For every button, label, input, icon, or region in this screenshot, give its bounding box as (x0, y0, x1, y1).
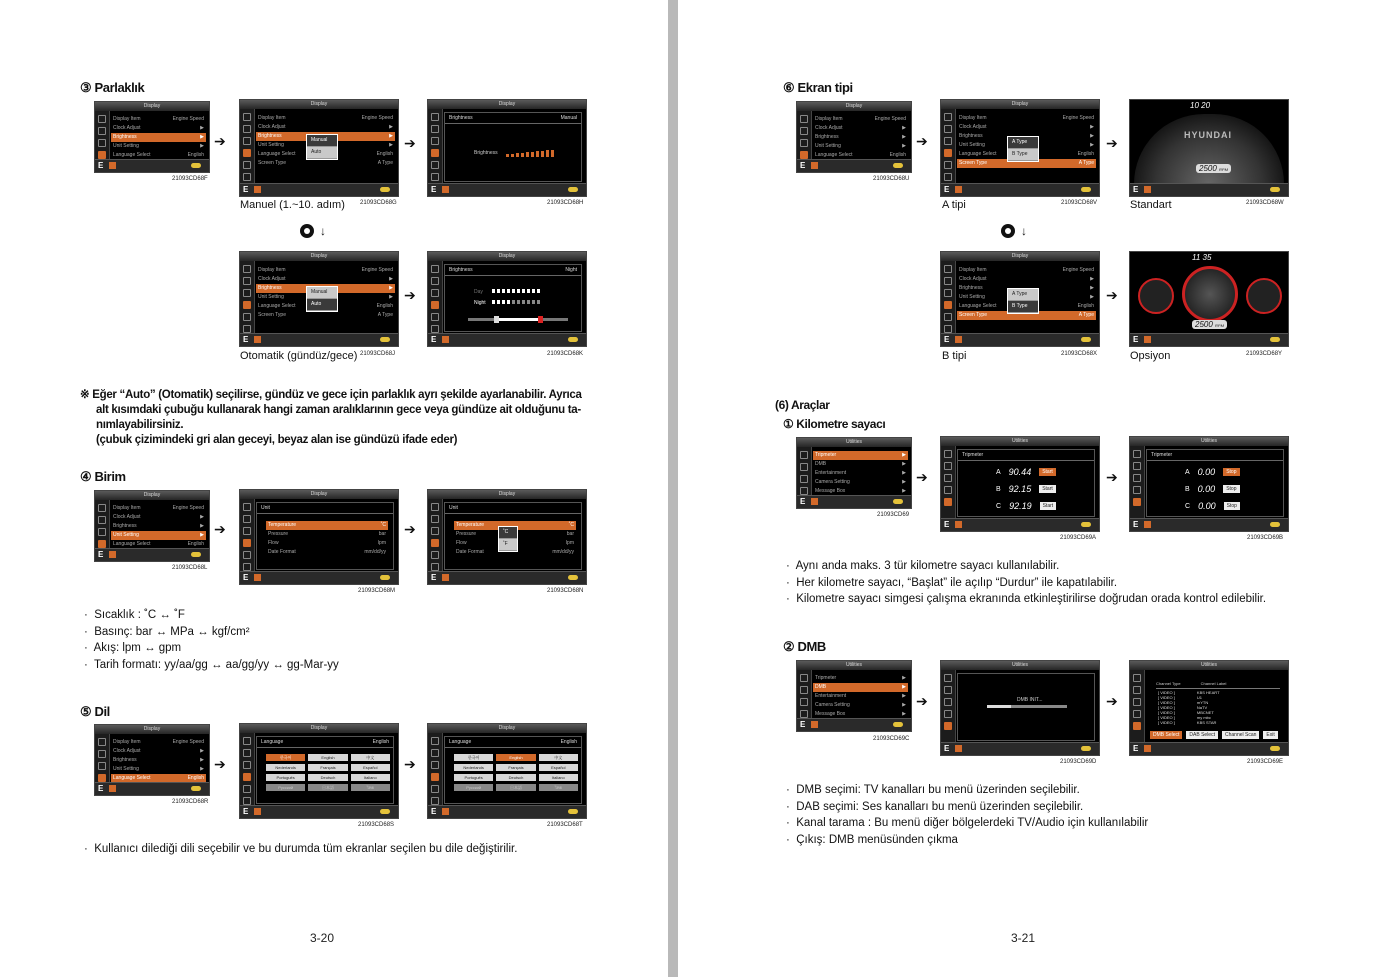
screen-display-menu-u: Display Display Item Engine Speed Clock Adjust ▶ Brightness ▶ Unit Setting ▶ Language Select English E (796, 101, 912, 173)
screen-gauge-option-y: 11 35 2500 RPM E (1129, 251, 1289, 347)
section-title-unit: ④ Birim (80, 469, 126, 484)
trip-stop-button[interactable]: Stop (1223, 485, 1239, 493)
screen-utilities-menu-69c: Utilities Tripmeter ▶ DMB ▶ Entertainment ▶ Camera Setting ▶ Message Box ▶ E (796, 660, 912, 732)
screen-title: Display (95, 102, 209, 111)
dmb-progress-bar (987, 705, 1067, 708)
figure-id: 21093CD69 (877, 512, 910, 518)
dmb-init-label: DMB INIT... (1017, 697, 1043, 703)
channel-list: [ VIDEO ] KBS HEART [ VIDEO ] U1 [ VIDEO ] mYTN [ VIDEO ] NaTV [ VIDEO ] MBCNET [ VIDEO ] my mbc [ VIDEO ] KBS STAR (1158, 690, 1220, 725)
list-item: · Basınç: bar ↔ MPa ↔ kgf/cm² (84, 625, 250, 638)
list-item: · DMB seçimi: TV kanalları bu menü üzerinden seçilebilir. (786, 784, 1080, 796)
page-number: 3-20 (310, 931, 335, 945)
language-bullet: · Kullanıcı dilediği dili seçebilir ve bu durumda tüm ekranlar seçilen bu dile değiştirilir. (84, 843, 518, 855)
page-number: 3-21 (1011, 931, 1036, 945)
arrow-right-icon: ➔ (214, 756, 226, 772)
list-item: · Sıcaklık : ˚C ↔ ˚F (84, 609, 185, 621)
trip-stop-button[interactable]: Stop (1224, 502, 1240, 510)
section-title-dmb: ② DMB (783, 639, 826, 654)
figure-id: 21093CD68N (547, 588, 584, 594)
figure-id: 21093CD68V (1061, 200, 1098, 206)
unit-bullet-list (84, 607, 339, 673)
list-item: · Aynı anda maks. 3 tür kilometre sayacı kullanılabilir. (786, 560, 1060, 572)
screen-dmb-init-69d: Utilities DMB INIT... E (940, 660, 1100, 756)
page-left (0, 0, 668, 977)
screen-sidebar (95, 111, 110, 160)
brightness-level-bars (506, 150, 554, 157)
note-line: nımlayabilirsiniz. (96, 419, 184, 431)
caption-manual: Manuel (1.~10. adım) (240, 199, 345, 211)
screen-brightness-popup-g: Display Display Item Engine Speed Clock Adjust ▶ Brightness ▶ Unit Setting ▶ Language Select English Screen Type A Type Manual Auto E (239, 99, 399, 197)
caption-option: Opsiyon (1130, 350, 1171, 362)
figure-id: 21093CD69E (1247, 759, 1284, 765)
figure-id: 21093CD69A (1060, 535, 1097, 541)
screen-unit-n: Display Unit Temperature ˚C Pressure bar Flow lpm Date Format mm/dd/yy ˚C ˚F E (427, 489, 587, 585)
exit-button[interactable]: Exit (1263, 731, 1277, 739)
standard-gauge (1134, 114, 1284, 184)
list-item: · Akış: lpm ↔ gpm (84, 642, 182, 654)
dab-select-button[interactable]: DAB Select (1186, 731, 1218, 739)
left-small-gauge (1138, 278, 1174, 314)
brightness-mode-popup: Manual Auto (306, 134, 338, 160)
figure-id: 21093CD68U (873, 176, 910, 182)
rpm-readout: 2500 RPM (1196, 164, 1231, 173)
caption-auto: Otomatik (gündüz/gece) (240, 350, 358, 362)
day-night-slider (468, 318, 568, 321)
figure-id: 21093CD69B (1247, 535, 1284, 541)
tripmeter-bullet-list (786, 558, 1266, 608)
section-title-screen-type: ⑥ Ekran tipi (783, 80, 853, 95)
section-title-tripmeter: ① Kilometre sayacı (783, 417, 886, 431)
clock-readout: 10 20 (1190, 101, 1211, 110)
screen-gauge-standard-w: 10 20 HYUNDAI 2500 RPM E (1129, 99, 1289, 197)
trip-stop-button[interactable]: Stop (1223, 468, 1239, 476)
arrow-right-icon: ➔ (1106, 135, 1118, 151)
screen-tripmeter-69a: Utilities Tripmeter A 90.44 Start B 92.15 Start C 92.19 Start E (940, 436, 1100, 532)
brand-logo: HYUNDAI (1184, 130, 1233, 140)
figure-id: 21093CD68K (547, 351, 584, 357)
trip-start-button[interactable]: Start (1039, 485, 1056, 493)
figure-id: 21093CD69D (1060, 759, 1097, 765)
note-line: (çubuk çizimindeki gri alan geceyi, beyaz alan ise gündüzü ifade eder) (96, 434, 458, 446)
section-title-tools: (6) Araçlar (775, 398, 830, 412)
screen-type-popup-x: Display Display Item Engine Speed Clock Adjust ▶ Brightness ▶ Unit Setting ▶ Language Select English Screen Type A Type A Type B Type E (940, 251, 1100, 347)
screen-display-menu-l: Display Display Item Engine Speed Clock Adjust ▶ Brightness ▶ Unit Setting ▶ Language Select English E (94, 490, 210, 562)
figure-id: 21093CD68Y (1246, 351, 1283, 357)
page-right (678, 0, 1389, 977)
screen-dmb-channels-69e: Utilities Channel Type Channel Label [ VIDEO ] KBS HEART [ VIDEO ] U1 [ VIDEO ] mYTN [ VIDEO ] NaTV [ VIDEO ] MBCNET [ VIDEO ] my mbc [ VIDEO ] KBS STAR DMB Select DAB Select Channel Scan Exit E (1129, 660, 1289, 756)
figure-id: 21093CD69C (873, 736, 910, 742)
section-title-brightness: ③ Parlaklık (80, 80, 145, 95)
figure-id: 21093CD68S (358, 822, 395, 828)
screen-language-s: Display Language English 한국어 English 中文 Nederlands Français Español Português Deutsch Italiano Русский 日本語 ไทย E (239, 723, 399, 819)
rpm-readout: 2500 RPM (1192, 320, 1227, 329)
arrow-right-icon: ➔ (1106, 287, 1118, 303)
figure-id: 21093CD68F (172, 176, 208, 182)
list-item: · DAB seçimi: Ses kanalları bu menü üzerinden seçilebilir. (786, 800, 1084, 813)
arrow-right-icon: ➔ (404, 756, 416, 772)
arrow-right-icon: ➔ (214, 521, 226, 537)
screen-tripmeter-69b: Utilities Tripmeter A 0.00 Stop B 0.00 Stop C 0.00 Stop E (1129, 436, 1289, 532)
dmb-bullet-list (786, 782, 1148, 848)
arrow-right-icon: ➔ (1106, 469, 1118, 485)
figure-id: 21093CD68G (360, 200, 397, 206)
section-title-language: ⑤ Dil (80, 704, 110, 719)
screen-utilities-menu-69: Utilities Tripmeter ▶ DMB ▶ Entertainment ▶ Camera Setting ▶ Message Box ▶ E (796, 437, 912, 509)
figure-id: 21093CD68X (1061, 351, 1098, 357)
figure-id: 21093CD68T (547, 822, 583, 828)
list-item: · Kilometre sayacı simgesi çalışma ekranında etkinleştirilirse doğrudan orada kontrol edilebilir. (786, 593, 1267, 605)
arrow-right-icon: ➔ (404, 135, 416, 151)
caption-type-a: A tipi (942, 199, 966, 211)
screen-brightness-manual-h: Display Brightness Manual Brightness E (427, 99, 587, 197)
dmb-button-bar (1150, 731, 1278, 739)
screen-unit-m: Display Unit Temperature ˚C Pressure bar Flow lpm Date Format mm/dd/yy E (239, 489, 399, 585)
arrow-right-icon: ➔ (214, 133, 226, 149)
screen-menu: Display Item Engine Speed Clock Adjust ▶ Brightness ▶ Unit Setting ▶ Language Select English (113, 116, 204, 158)
figure-id: 21093CD68R (172, 799, 209, 805)
screen-type-popup-v: Display Display Item Engine Speed Clock Adjust ▶ Brightness ▶ Unit Setting ▶ Language Select English Screen Type A Type A Type B Type E (940, 99, 1100, 197)
list-item: · Çıkış: DMB menüsünden çıkma (786, 833, 958, 846)
caption-standard: Standart (1130, 199, 1172, 211)
channel-scan-button[interactable]: Channel Scan (1222, 731, 1259, 739)
figure-id: 21093CD68H (547, 200, 584, 206)
page-gutter (668, 0, 678, 977)
screen-language-t: Display Language English 한국어 English 中文 Nederlands Français Español Português Deutsch Italiano Русский 日本語 ไทย E (427, 723, 587, 819)
center-gauge (1182, 266, 1238, 322)
dmb-select-button[interactable]: DMB Select (1150, 731, 1182, 739)
right-small-gauge (1246, 278, 1282, 314)
screen-display-menu-f: Display Display Item Engine Speed Clock Adjust ▶ Brightness ▶ Unit Setting ▶ Language Select English E (94, 101, 210, 173)
clock-readout: 11 35 (1192, 253, 1212, 262)
arrow-right-icon: ➔ (1106, 693, 1118, 709)
trip-start-button[interactable]: Start (1039, 468, 1056, 476)
screen-brightness-popup-j: Display Display Item Engine Speed Clock Adjust ▶ Brightness ▶ Unit Setting ▶ Language Select English Screen Type A Type Manual Auto E (239, 251, 399, 347)
list-item: · Tarih formatı: yy/aa/gg ↔ aa/gg/yy ↔ gg-Mar-yy (84, 658, 339, 671)
figure-id: 21093CD68L (172, 565, 208, 571)
arrow-down-icon: ↓ (1021, 224, 1027, 238)
arrow-right-icon: ➔ (916, 133, 928, 149)
arrow-right-icon: ➔ (916, 693, 928, 709)
arrow-right-icon: ➔ (404, 287, 416, 303)
figure-id: 21093CD68W (1246, 200, 1284, 206)
note-line: ※ Eğer “Auto” (Otomatik) seçilirse, gündüz ve gece için parlaklık ayrı şekilde ayarlanabilir. Ayrıca (80, 389, 582, 401)
list-item: · Kanal tarama : Bu menü diğer bölgelerdeki TV/Audio için kullanılabilir (786, 817, 1149, 829)
figure-id: 21093CD68J (360, 351, 396, 357)
screen-brightness-auto-k: Display Brightness Night Day Night E (427, 251, 587, 347)
screen-display-menu-r: Display Display Item Engine Speed Clock Adjust ▶ Brightness ▶ Unit Setting ▶ Language Select English E (94, 724, 210, 796)
figure-id: 21093CD68M (358, 588, 396, 594)
trip-start-button[interactable]: Start (1040, 502, 1057, 510)
arrow-right-icon: ➔ (404, 521, 416, 537)
arrow-right-icon: ➔ (916, 469, 928, 485)
list-item: · Her kilometre sayacı, “Başlat” ile açılıp “Durdur” ile kapatılabilir. (786, 576, 1118, 589)
arrow-down-icon: ↓ (320, 224, 326, 238)
jog-dial-icon (300, 224, 314, 238)
jog-dial-icon (1001, 224, 1015, 238)
caption-type-b: B tipi (942, 350, 967, 362)
auto-brightness-note (80, 388, 590, 448)
note-line: alt kısımdaki çubuğu kullanarak hangi zaman aralıklarının gece veya gündüze ait olduğunu ta- (96, 404, 581, 416)
